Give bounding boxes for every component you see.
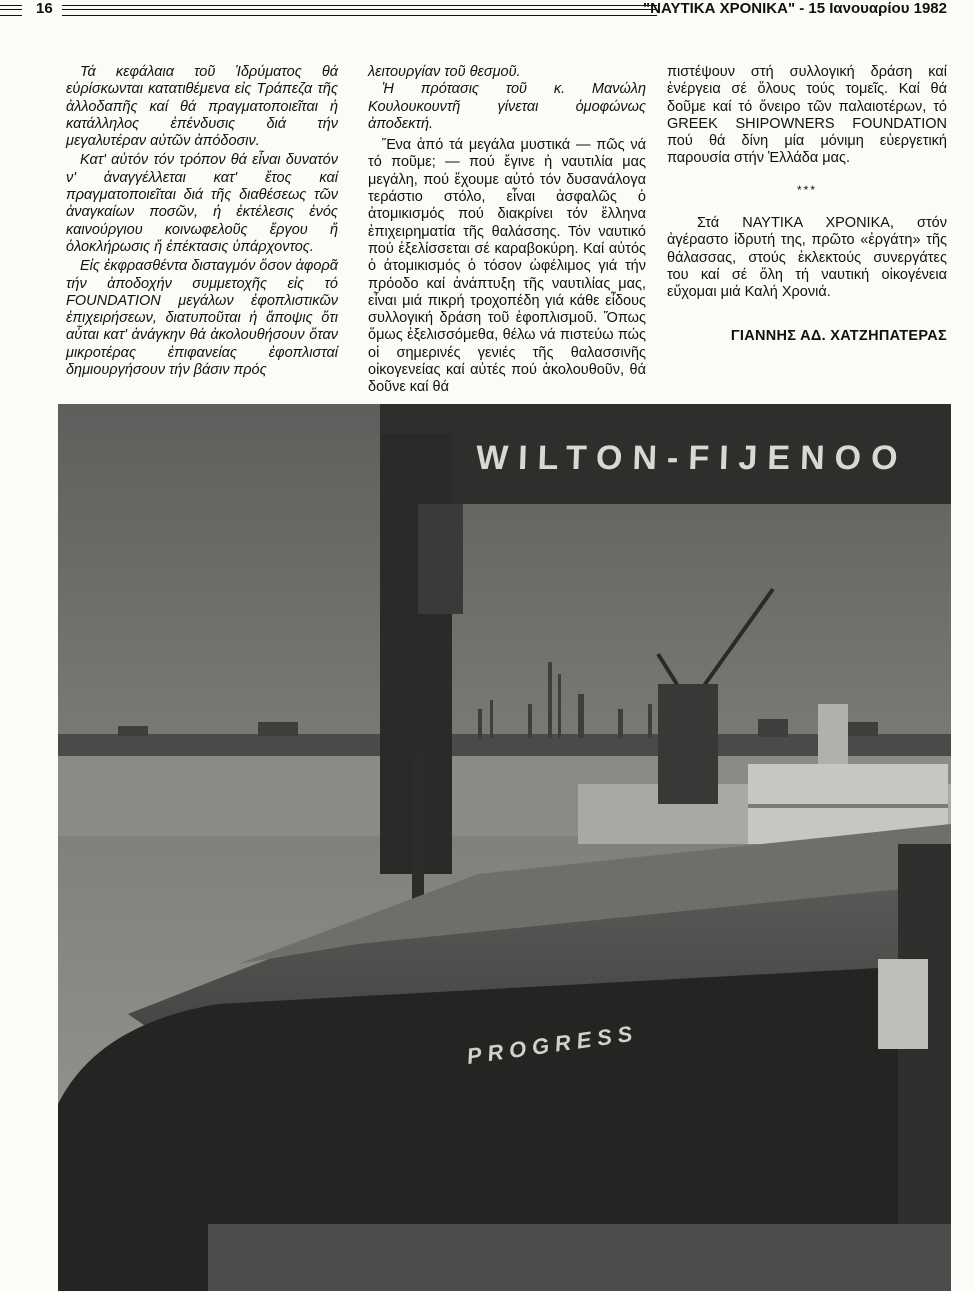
header-rule <box>62 5 657 16</box>
separator: *** <box>796 182 817 197</box>
paragraph: Ἕνα ἀπό τά μεγάλα μυστικά — πῶς νά τό ποῦμε; — πού ἔγινε ἡ ναυτιλία μας μεγάλη, πού ἔχουμε αὐτό τόν δυσανάλογα τεράστιο στόλο, εἶναι ἀσφαλῶς ὁ ἀτομικισμός πού διακρίνει τόν ἕλληνα ἐπιχειρηματία τῆς θαλάσσης. Τόν ναυτικό πού ἐξελίσσεται σέ καραβοκύρη. Καί αὐτός ὁ ἀτομικισμός ὁ τόσον ὠφέλιμος γιά τήν πρόοδο καί ἀνάπτυξη τῆς ναυτιλίας μας, εἶναι μιά πικρή τροχοπέδη γιά κάθε εἶδους συλλογική δράση τοῦ ἐφοπλισμοῦ. Ὅπως ὅμως ἐξελισσόμεθα, θέλω νά πιστεύω πώς οἱ σημερινές γενιές τῆς θαλασσινῆς οἰκογενείας καί αὐτές πού ἀκολουθοῦν, θά δοῦνε καί θά <box>368 137 646 396</box>
italic-line: Ἡ πρότασις τοῦ κ. Μανώλη Κουλουκουντῆ γίνεται ὁμοφώνως ἀποδεκτή. <box>368 81 646 132</box>
paragraph: πιστέψουν στή συλλογική δράση καί ἐνέργεια σέ ὅλους τούς τομεῖς. Καί θά δοῦμε καί τό ὄνειρο τῶν παλαιοτέρων, τό GREEK SHIPOWNERS FOUNDATION πού θά δίνη μία μόνιμη εὐεργετική παρουσία στήν Ἑλλάδα μας. <box>667 64 947 167</box>
author-signature: ΓΙΑΝΝΗΣ ΑΔ. ΧΑΤΖΗΠΑΤΕΡΑΣ <box>730 327 947 344</box>
ship-name: PROGRESS <box>465 1020 640 1069</box>
italic-line: λειτουργίαν τοῦ θεσμοῦ. <box>368 64 521 80</box>
crane-sign: WILTON-FIJENOO <box>475 439 909 477</box>
paragraph: Τά κεφάλαια τοῦ Ἱδρύματος θά εὑρίσκωνται κατατιθέμενα εἰς Τράπεζα τῆς ἀλλοδαπῆς καί θά πραγματοποιεῖται ἡ κατάλληλος ἐπένδυσις διά τήν μεγαλυτέραν αὐτῶν ἀπόδοσιν. <box>66 64 338 150</box>
paragraph: Εἰς ἐκφρασθέντα δισταγμόν ὅσον ἀφορᾶ τήν ἀποδοχήν συμμετοχῆς εἰς τό FOUNDATION μεγάλων ἐφοπλιστικῶν ἐπιχειρήσεων, διατυποῦται ἡ ἄποψις ὅτι αὗται κατ' ἀνάγκην θά ἀκολουθήσουν ὅταν μικροτέρας ἐπιφανείας ἐφοπλισταί δημιουργήσουν τήν βάσιν πρός <box>66 258 338 379</box>
page-number: 16 <box>36 0 53 17</box>
article-column-1 <box>66 64 338 379</box>
paragraph: Στά ΝΑΥΤΙΚΑ ΧΡΟΝΙΚΑ, στόν ἀγέραστο ἱδρυτή της, πρῶτο «ἐργάτη» τῆς θάλασσας, στούς ἐκλεκτούς συνεργάτες του καί σέ ὅλη τή ναυτική οἰκογένεια εὔχομαι μιά Καλή Χρονιά. <box>667 215 947 301</box>
header-rule-left <box>0 5 22 16</box>
publication-title: "ΝΑΥΤΙΚΑ ΧΡΟΝΙΚΑ" - 15 Ιανουαρίου 1982 <box>643 0 947 17</box>
article-column-2 <box>368 64 646 397</box>
article-column-3 <box>667 64 947 345</box>
paragraph: Κατ' αὐτόν τόν τρόπον θά εἶναι δυνατόν ν' ἀναγγέλλεται κατ' ἔτος καί πραγματοποιεῖται διά τῆς διαθέσεως τῶν ἀναγκαίων ποσῶν, ἡ ἐκτέλεσις ἑνός καινούργιου κοινωφελοῦς ἔργου ἤ ὁλοκλήρωσις ἤ ἐπέκτασις ὑπάρχοντος. <box>66 152 338 255</box>
shipyard-photo <box>58 404 951 1291</box>
page-header <box>0 0 975 20</box>
